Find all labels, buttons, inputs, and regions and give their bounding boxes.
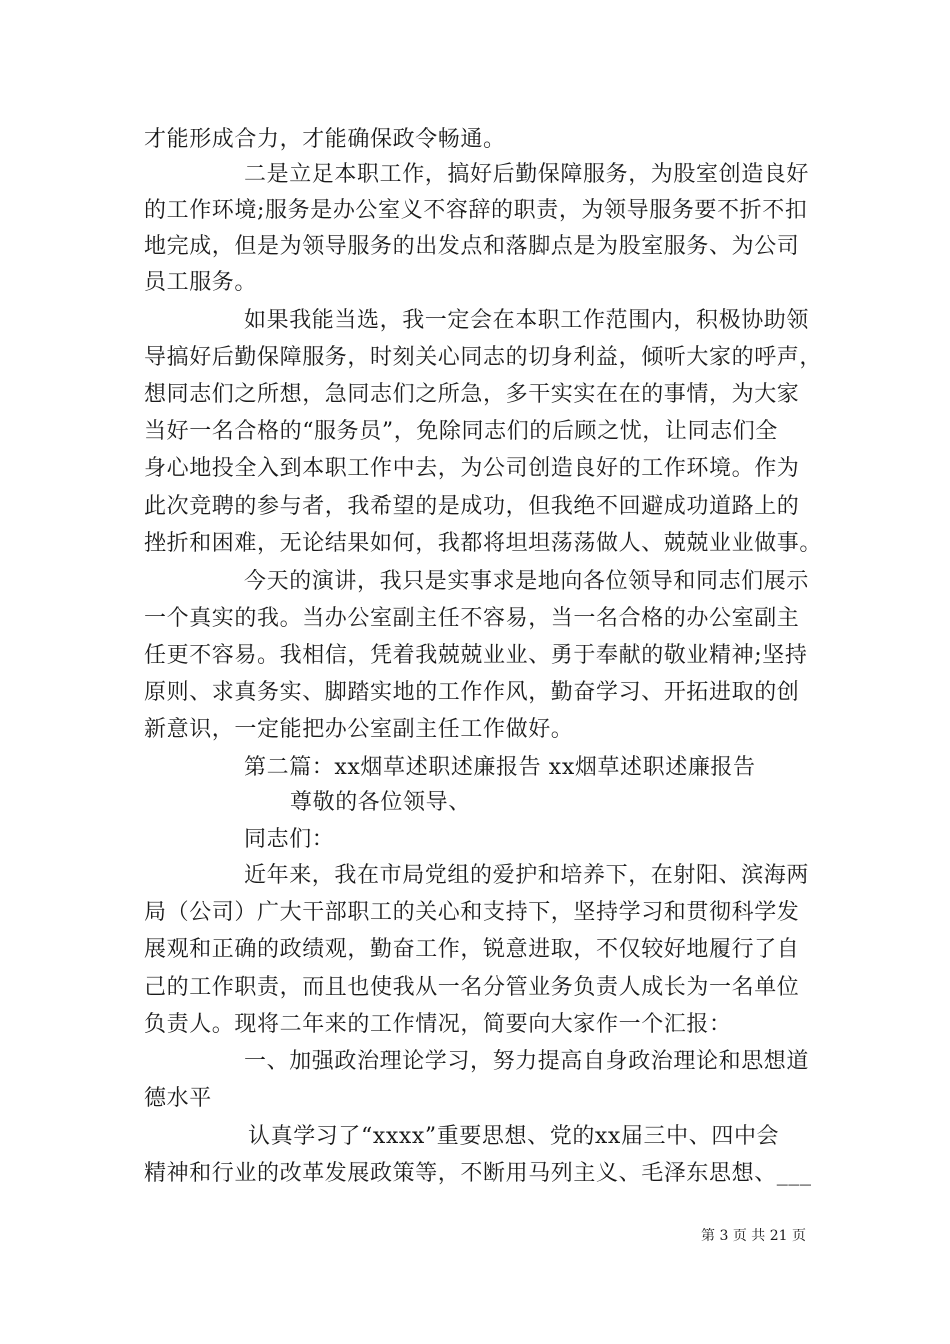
text-line: 二是立足本职工作，搞好后勤保障服务，为股室创造良好	[244, 162, 810, 187]
text-line: 的工作环境;服务是办公室义不容辞的职责，为领导服务要不折不扣	[144, 198, 808, 223]
text-line: 原则、求真务实、脚踏实地的工作作风，勤奋学习、开拓进取的创	[144, 680, 800, 705]
text-line: 展观和正确的政绩观，勤奋工作，锐意进取，不仅较好地履行了自	[144, 937, 800, 962]
section-heading: 一、加强政治理论学习，努力提高自身政治理论和思想道	[244, 1049, 810, 1074]
page-number-footer: 第 3 页 共 21 页	[701, 1228, 806, 1244]
text-line: 导搞好后勤保障服务，时刻关心同志的切身利益，倾听大家的呼声，	[144, 345, 823, 370]
text-line: 身心地投全入到本职工作中去，为公司创造良好的工作环境。作为	[144, 456, 800, 481]
text-line: 局（公司）广大干部职工的关心和支持下，坚持学习和贯彻科学发	[144, 900, 800, 925]
text-line: 才能形成合力，才能确保政令畅通。	[144, 127, 506, 152]
text-line: 负责人。现将二年来的工作情况，简要向大家作一个汇报：	[144, 1012, 732, 1037]
section-heading: 德水平	[144, 1086, 212, 1111]
text-line: 精神和行业的改革发展政策等，不断用马列主义、毛泽东思想、___	[144, 1161, 812, 1186]
text-line: 认真学习了“xxxx”重要思想、党的xx届三中、四中会	[248, 1124, 780, 1149]
text-line: 近年来，我在市局党组的爱护和培养下，在射阳、滨海两	[244, 863, 810, 888]
text-line: 当好一名合格的“服务员”，免除同志们的后顾之忧，让同志们全	[144, 419, 778, 444]
text-line: 此次竞聘的参与者，我希望的是成功，但我绝不回避成功道路上的	[144, 494, 800, 519]
salutation: 尊敬的各位领导、	[290, 790, 471, 815]
text-line: 员工服务。	[144, 270, 258, 295]
text-line: 任更不容易。我相信，凭着我兢兢业业、勇于奉献的敬业精神;坚持	[144, 643, 808, 668]
section-heading: 第二篇：xx烟草述职述廉报告 xx烟草述职述廉报告	[244, 755, 756, 780]
text-line: 地完成，但是为领导服务的出发点和落脚点是为股室服务、为公司	[144, 234, 800, 259]
text-line: 己的工作职责，而且也使我从一名分管业务负责人成长为一名单位	[144, 975, 800, 1000]
text-line: 一个真实的我。当办公室副主任不容易，当一名合格的办公室副主	[144, 606, 800, 631]
text-line: 今天的演讲，我只是实事求是地向各位领导和同志们展示	[244, 569, 810, 594]
text-line: 想同志们之所想，急同志们之所急，多干实实在在的事情，为大家	[144, 382, 800, 407]
text-line: 新意识，一定能把办公室副主任工作做好。	[144, 717, 574, 742]
salutation: 同志们：	[244, 827, 335, 852]
text-line: 如果我能当选，我一定会在本职工作范围内，积极协助领	[244, 308, 810, 333]
text-line: 挫折和困难，无论结果如何，我都将坦坦荡荡做人、兢兢业业做事。	[144, 531, 823, 556]
